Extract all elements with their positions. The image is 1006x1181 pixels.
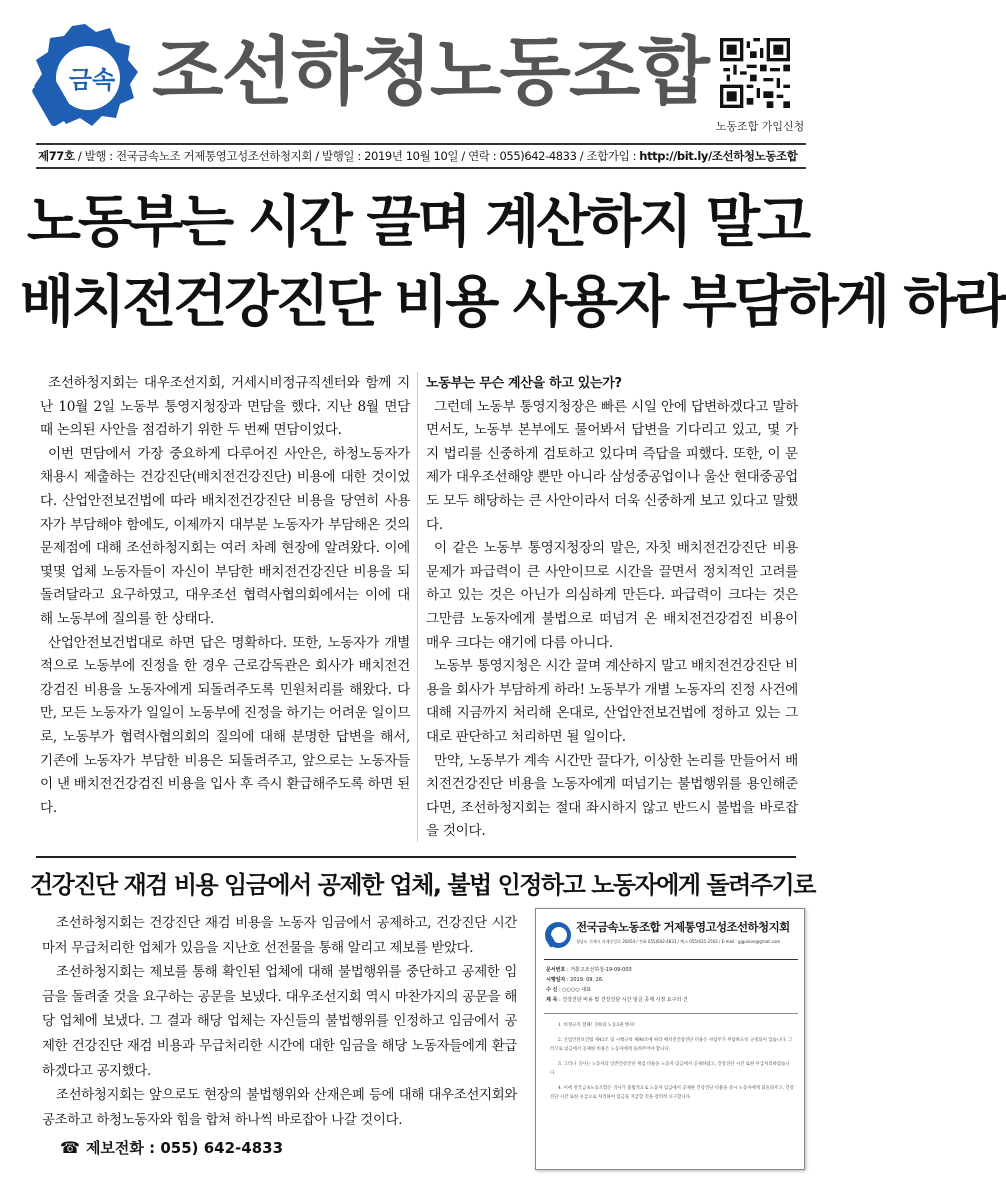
paper-title: 조선하청노동조합 bbox=[152, 29, 708, 115]
article-right-column bbox=[426, 372, 798, 844]
paragraph: 조선하청지회는 건강진단 재검 비용을 노동자 임금에서 공제하고, 건강진단 시간마저 무급처리한 업체가 있음을 지난호 선전물을 통해 알리고 제보를 받았다. bbox=[42, 916, 517, 956]
paragraph: 이번 면담에서 가장 중요하게 다루어진 사안은, 하청노동자가 채용시 제출하는 건강진단(배치전건강진단) 비용에 대한 것이었다. 산업안전보건법에 따라 배치전건강진단 비용을 당연히 사용자가 부담해야 함에도, 이제까지 대부분 노동자가 부담해온 것의 문제점에 대해 조선하청지회는 여러 차례 현장에 알려왔다. 이에 몇몇 업체 노동자들이 자신이 부담한 배치전건강진단 비용을 되돌려달라고 요구하였고, 대우조선 협력사협의회에서는 이에 대해 노동부에 질의를 한 상태다. bbox=[40, 445, 410, 627]
letter-divider bbox=[544, 959, 798, 960]
letter-meta-row: 수 신 : ○○○○ 대표 bbox=[546, 987, 591, 993]
report-phone bbox=[60, 1135, 320, 1161]
letter-org-name: 전국금속노동조합 거제통영고성조선하청지회 bbox=[576, 920, 790, 934]
letter-meta-row: 문서번호 : 거통고조선하청-19-09-003 bbox=[546, 967, 632, 973]
second-headline: 건강진단 재검 비용 임금에서 공제한 업체, 불법 인정하고 노동자에게 돌려주기로 bbox=[30, 871, 815, 899]
paragraph: 조선하청지회는 앞으로도 현장의 불법행위와 산재은폐 등에 대해 대우조선지회와 공조하고 하청노동자와 힘을 합쳐 하나씩 바로잡아 나갈 것이다. bbox=[42, 1088, 517, 1128]
paragraph: 조선하청지회는 제보를 통해 확인된 업체에 대해 불법행위를 중단하고 공제한 임금을 돌려줄 것을 요구하는 공문을 보냈다. 대우조선지회 역시 마찬가지의 공문을 해당 업체에 보냈다. 그 결과 해당 업체는 자신들의 불법행위를 인정하고 임금에서 공제한 건강진단 재검 비용과 무급처리한 시간에 대한 임금을 해당 노동자들에게 환급하겠다고 공지했다. bbox=[42, 965, 517, 1079]
logo-text: 금속 bbox=[68, 66, 116, 94]
paragraph: 만약, 노동부가 계속 시간만 끌다가, 이상한 논리를 만들어서 배치전건강진단 비용을 노동자에게 떠넘기는 불법행위를 용인해준다면, 조선하청지회는 절대 좌시하지 않고 반드시 불법을 바로잡을 것이다. bbox=[426, 752, 798, 840]
fist-hammer-icon bbox=[30, 20, 140, 130]
letter-divider bbox=[544, 1013, 798, 1014]
headline-line-2: 배치전건강진단 비용 사용자 부담하게 하라 bbox=[20, 270, 1006, 335]
official-letter-image bbox=[535, 908, 805, 1170]
issue-number: 제77호 bbox=[38, 149, 75, 163]
letter-paragraph: 3. 그러나 귀사는 노동자의 일반건강진단 재검 비용을 노동자 임금에서 공제하였고, 건강진단 시간 또한 무급처리하였습니다. bbox=[550, 1062, 790, 1076]
qr-code-icon[interactable] bbox=[720, 38, 790, 108]
headline-line-1: 노동부는 시간 끌며 계산하지 말고 bbox=[26, 190, 809, 255]
join-link[interactable]: http://bit.ly/조선하청노동조합 bbox=[639, 149, 798, 163]
telephone-icon: ☎ bbox=[60, 1138, 80, 1157]
report-phone-text: 제보전화 : 055) 642-4833 bbox=[85, 1139, 284, 1157]
letter-paragraph: 1. 비정규직 철폐! 귀하의 노동3권 행사! bbox=[558, 1023, 635, 1028]
paragraph: 산업안전보건법대로 하면 답은 명확하다. 또한, 노동자가 개별적으로 노동부에 진정을 한 경우 근로감독관은 회사가 배치전건강검진 비용을 노동자에게 되돌려주도록 민원처리를 해왔다. 다만, 모든 노동자가 일일이 노동부에 진정을 하기는 어려운 일이므로, 노동부가 협력사협의회의 질의에 대해 분명한 답변을 해서, 기존에 노동자가 부담한 비용은 되돌려주고, 앞으로는 노동자들이 낸 배치전건강검진 비용을 입사 후 즉시 환급해주도록 하면 된다. bbox=[40, 634, 410, 816]
article-left-column bbox=[40, 372, 410, 820]
letter-address: 경남도 거제시 거제중앙로 20454 / 전화 055)642-4833 / 팩스 055)635-2503 / E-mail : gjgunion@gmail.com bbox=[576, 939, 781, 944]
publication-info: / 발행 : 전국금속노조 거제통영고성조선하청지회 / 발행일 : 2019년 10월 10일 / 연락 : 055)642-4833 / 조합가입 : bbox=[74, 149, 640, 163]
letter-meta-row: 시행일자 : 2019. 09. 26. bbox=[546, 977, 604, 983]
letter-body bbox=[550, 1021, 794, 1108]
publication-info-bar bbox=[36, 143, 806, 169]
paragraph: 노동부 통영지청은 시간 끌며 계산하지 말고 배치전건강진단 비용을 회사가 부담하게 하라! 노동부가 개별 노동자의 진정 사건에 대해 지금까지 처리해 온대로, 산업안전보건법에 정하고 있는 그대로 판단하고 처리하면 될 일이다. bbox=[426, 658, 798, 745]
column-divider bbox=[417, 372, 418, 842]
union-logo-icon bbox=[544, 921, 572, 949]
paragraph: 그런데 노동부 통영지청장은 빠른 시일 안에 답변하겠다고 말하면서도, 노동부 본부에도 물어봐서 답변을 기다리고 있고, 몇 가지 법리를 신중하게 검토하고 있다며 즉답을 피했다. 또한, 이 문제가 대우조선해양 뿐만 아니라 삼성중공업이나 울산 현대중공업도 모두 해당하는 큰 사안이라서 더욱 신중하게 보고 있다고 말했다. bbox=[426, 398, 798, 533]
letter-paragraph: 2. 산업안전보건법 제43조 및 시행규칙 제98조에 따라 배치전건강진단 비용은 사업주가 부담하도록 규정되어 있습니다. 그러므로 임금에서 공제한 비용은 노동자에게 돌려주어야 합니다. bbox=[550, 1038, 793, 1052]
paragraph: 조선하청지회는 대우조선지회, 거세시비정규직센터와 함께 지난 10월 2일 노동부 통영지청장과 면담을 했다. 지난 8월 면담 때 논의된 사안을 점검하기 위한 두 번째 면담이었다. bbox=[40, 375, 410, 439]
section-divider bbox=[36, 856, 796, 858]
letter-paragraph: 4. 이에 전국금속노동조합은 귀사가 불법적으로 노동자 임금에서 공제한 건강진단 비용을 즉시 노동자에게 되돌려주고, 건강진단 시간 또한 유급으로 처리하여 임금을 지급할 것을 강력히 요구합니다. bbox=[550, 1086, 794, 1100]
subheading: 노동부는 무슨 계산을 하고 있는가? bbox=[426, 376, 622, 391]
qr-caption: 노동조합 가입신청 bbox=[715, 120, 805, 133]
article-2-body bbox=[42, 912, 517, 1133]
letter-meta bbox=[546, 965, 796, 1005]
letter-header bbox=[544, 917, 798, 955]
paragraph: 이 같은 노동부 통영지청장의 말은, 자칫 배치전건강진단 비용 문제가 파급력이 큰 사안이므로 시간을 끌면서 정치적인 고려를 하고 있는 것은 아닌가 의심하게 만든다. 파급력이 크다는 것은 그만큼 노동자에게 불법으로 떠넘겨 온 배치전건강검진 비용이 매우 크다는 얘기에 다름 아니다. bbox=[426, 540, 798, 651]
letter-meta-row: 제 목 : 건강진단 비용 및 건강진단 시간 임금 공제 시정 요구의 건 bbox=[546, 997, 688, 1003]
masthead bbox=[0, 0, 835, 140]
